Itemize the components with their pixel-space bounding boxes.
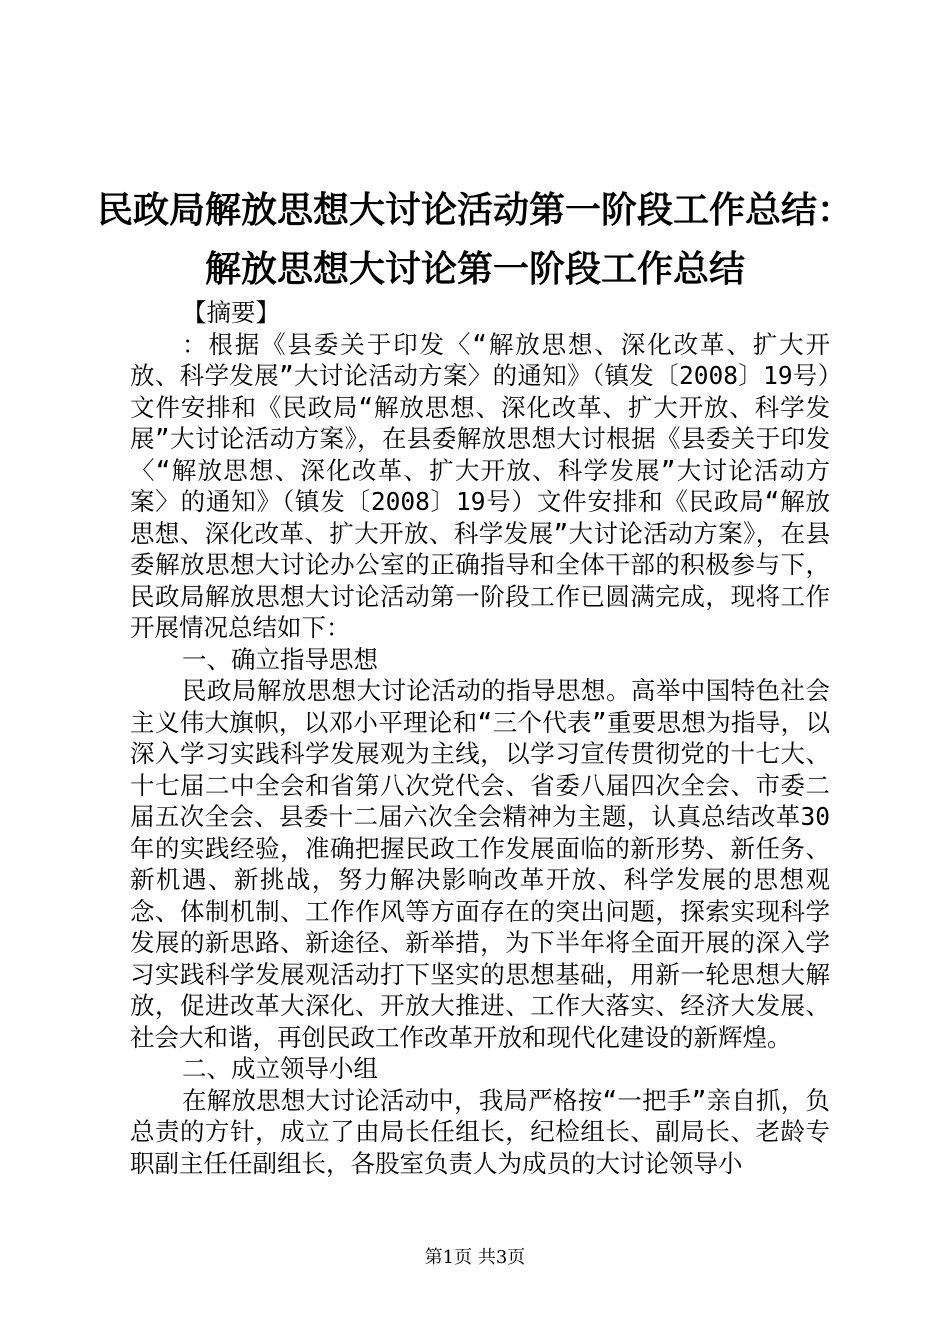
abstract-label: 【摘要】 (182, 298, 280, 327)
page-footer: 第1页 共3页 (424, 1247, 526, 1268)
document-title-line2: 解放思想大讨论第一阶段工作总结 (204, 248, 745, 290)
document-body (130, 297, 830, 1179)
section-heading-2: 二、成立领导小组 (182, 1054, 378, 1083)
paragraph-guiding-thought: 民政局解放思想大讨论活动的指导思想。高举中国特色社会主义伟大旗帜，以邓小平理论和“三个代表”重要思想为指导，以深入学习实践科学发展观为主线，以学习宣传贯彻党的十七大、十七届二中全会和省第八次党代会、省委八届四次全会、市委二届五次全会、县委十二届六次全会精神为主题，认真总结改革30年的实践经验，准确把握民政工作发展面临的新形势、新任务、新机遇、新挑战，努力解决影响改革开放、科学发展的思想观念、体制机制、工作作风等方面存在的突出问题，探索实现科学发展的新思路、新途径、新举措，为下半年将全面开展的深入学习实践科学发展观活动打下坚实的思想基础，用新一轮思想大解放，促进改革大深化、开放大推进、工作大落实、经济大发展、社会大和谐，再创民政工作改革开放和现代化建设的新辉煌。 (130, 676, 830, 1052)
section-heading-1: 一、确立指导思想 (182, 644, 378, 674)
paragraph-leading-group: 在解放思想大讨论活动中，我局严格按“一把手”亲自抓，负总责的方针，成立了由局长任组长，纪检组长、副局长、老龄专职副主任任副组长，各股室负责人为成员的大讨论领导小 (130, 1085, 830, 1178)
paragraph-intro: ：根据《县委关于印发〈“解放思想、深化改革、扩大开放、科学发展”大讨论活动方案〉的通知》（镇发〔2008〕19号）文件安排和《民政局“解放思想、深化改革、扩大开放、科学发展”大讨论活动方案》，在县委解放思想大讨根据《县委关于印发〈“解放思想、深化改革、扩大开放、科学发展”大讨论活动方案〉的通知》（镇发〔2008〕19号）文件安排和《民政局“解放思想、深化改革、扩大开放、科学发展”大讨论活动方案》，在县委解放思想大讨论办公室的正确指导和全体干部的积极参与下，民政局解放思想大讨论活动第一阶段工作已圆满完成，现将工作开展情况总结如下： (130, 329, 830, 642)
document-title-line1: 民政局解放思想大讨论活动第一阶段工作总结： (96, 189, 853, 231)
